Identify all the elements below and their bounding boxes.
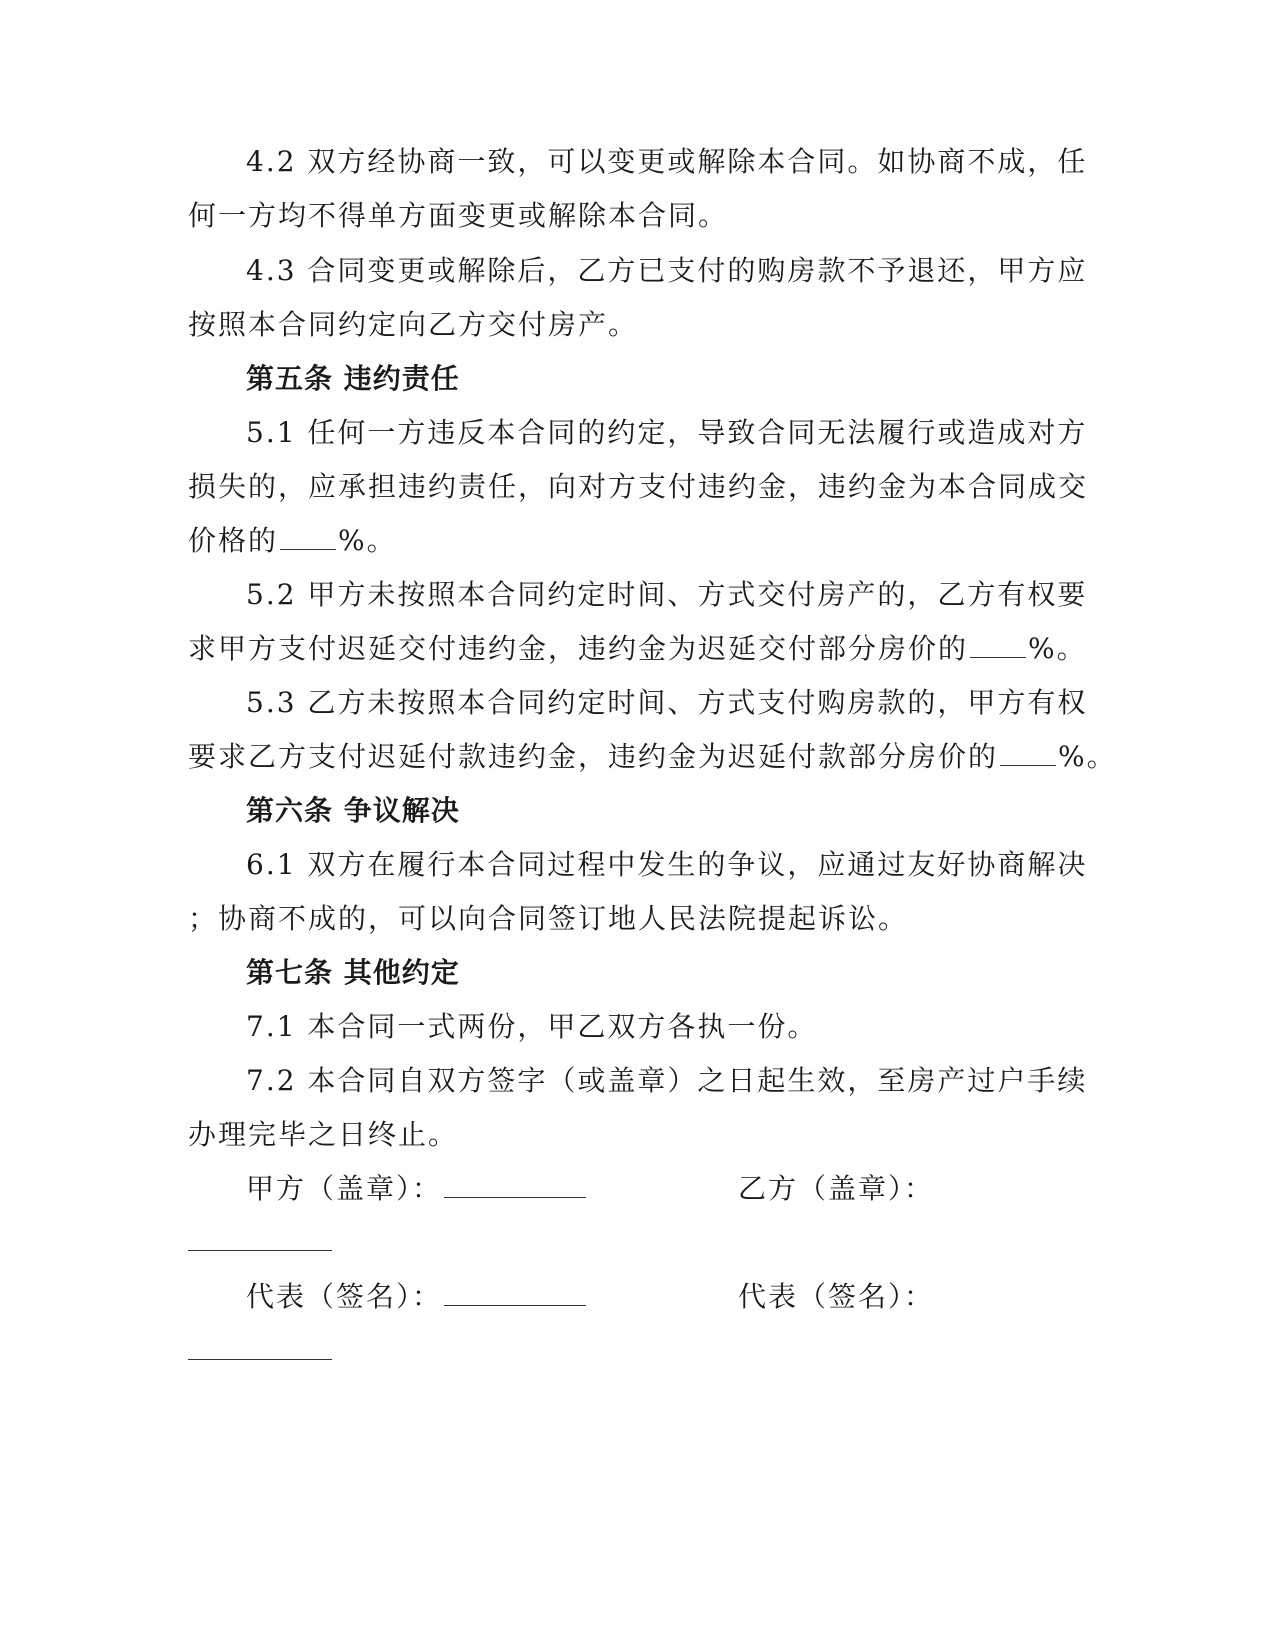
clause-6-1-line-2: ；协商不成的，可以向合同签订地人民法院提起诉讼。 (188, 902, 909, 935)
article-5-heading: 第五条 违约责任 (246, 362, 460, 395)
clause-7-2-line-2: 办理完毕之日终止。 (188, 1118, 459, 1151)
clause-5-1-text: 价格的 (188, 524, 279, 557)
party-b-seal-blank[interactable] (188, 1250, 332, 1251)
clause-5-1-line-2: 损失的，应承担违约责任，向对方支付违约金，违约金为本合同成交 (188, 470, 1089, 503)
article-7-heading: 第七条 其他约定 (246, 956, 460, 989)
clause-4-3-line-1: 4.3 合同变更或解除后，乙方已支付的购房款不予退还，甲方应 (246, 254, 1088, 287)
rep-b-sign-blank[interactable] (188, 1359, 332, 1360)
rep-a-sign-label: 代表（签名）： (246, 1280, 443, 1313)
percent-sign: %。 (1058, 740, 1117, 773)
clause-4-2-line-1: 4.2 双方经协商一致，可以变更或解除本合同。如协商不成，任 (246, 145, 1088, 178)
fill-blank-5-3[interactable] (1000, 737, 1056, 766)
fill-blank-5-2[interactable] (970, 629, 1026, 658)
clause-5-2-line-1: 5.2 甲方未按照本合同约定时间、方式交付房产的，乙方有权要 (246, 578, 1088, 611)
clause-4-3-line-2: 按照本合同约定向乙方交付房产。 (188, 308, 639, 341)
party-a-seal-row (246, 1169, 588, 1209)
fill-blank-5-1[interactable] (280, 521, 336, 550)
clause-5-1-line-1: 5.1 任何一方违反本合同的约定，导致合同无法履行或造成对方 (246, 416, 1088, 449)
clause-5-3-line-2 (188, 737, 1117, 777)
clause-5-1-line-3 (188, 521, 397, 561)
clause-7-1: 7.1 本合同一式两份，甲乙双方各执一份。 (246, 1010, 818, 1043)
rep-a-sign-row (246, 1277, 588, 1317)
article-6-heading: 第六条 争议解决 (246, 794, 460, 827)
clause-5-2-text: 求甲方支付迟延交付违约金，违约金为迟延交付部分房价的 (188, 632, 969, 665)
clause-6-1-line-1: 6.1 双方在履行本合同过程中发生的争议，应通过友好协商解决 (246, 848, 1088, 881)
clause-5-2-line-2 (188, 629, 1087, 669)
percent-sign: %。 (1028, 632, 1087, 665)
clause-7-2-line-1: 7.2 本合同自双方签字（或盖章）之日起生效，至房产过户手续 (246, 1064, 1088, 1097)
clause-4-2-line-2: 何一方均不得单方面变更或解除本合同。 (188, 199, 729, 232)
party-a-seal-label: 甲方（盖章）： (246, 1172, 443, 1205)
rep-b-sign-label: 代表（签名）： (738, 1280, 935, 1313)
party-a-seal-blank[interactable] (444, 1169, 586, 1198)
rep-a-sign-blank[interactable] (444, 1277, 586, 1306)
clause-5-3-line-1: 5.3 乙方未按照本合同约定时间、方式支付购房款的，甲方有权 (246, 686, 1088, 719)
party-b-seal-label: 乙方（盖章）： (738, 1172, 935, 1205)
clause-5-3-text: 要求乙方支付迟延付款违约金，违约金为迟延付款部分房价的 (188, 740, 999, 773)
percent-sign: %。 (338, 524, 397, 557)
